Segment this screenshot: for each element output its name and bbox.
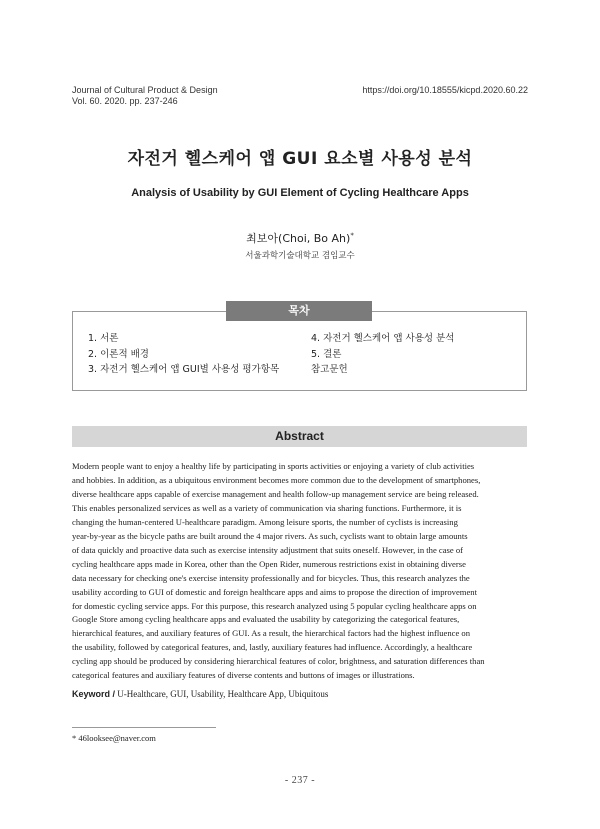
abstract-line: categorical features and auxiliary features of diverse contents and buttons of images or illustrations. <box>72 670 415 681</box>
keyword-text: U-Healthcare, GUI, Usability, Healthcare App, Ubiquitous <box>115 689 329 699</box>
abstract-line: cycling app should be produced by considering hierarchical features of color, brightness, and saturation differences than <box>72 656 485 667</box>
title-english: Analysis of Usability by GUI Element of Cycling Healthcare Apps <box>131 187 469 199</box>
footnote-divider <box>72 727 216 728</box>
toc-item: 참고문헌 <box>311 364 348 375</box>
keyword-line <box>72 689 528 699</box>
abstract-line: and hobbies. In addition, as a ubiquitous environment becomes more common due to the development of smartphones, <box>72 474 481 485</box>
journal-info <box>72 85 218 107</box>
keyword-label: Keyword / <box>72 689 116 699</box>
toc-left-column <box>88 331 279 378</box>
abstract-line: usability according to GUI of domestic and foreign healthcare apps and aims to propose the direction of improvement <box>72 586 477 597</box>
abstract-line: the usability, followed by categorical features, and, lastly, auxiliary features had influence. Accordingly, a healthcare <box>72 642 473 653</box>
toc-item: 4. 자전거 헬스케어 앱 사용성 분석 <box>311 333 455 344</box>
abstract-line: cycling healthcare apps made in Korea, other than the Open Rider, numerous restrictions exist in obtaining diverse <box>72 558 466 569</box>
abstract-line: of data quickly and proactive data such as exercise intensity adjustment that suits oneself. However, in the case of <box>72 544 464 555</box>
author-mark: * <box>350 231 354 240</box>
abstract-body <box>72 460 528 683</box>
toc-right-column <box>311 331 454 378</box>
journal-name: Journal of Cultural Product & Design <box>72 85 218 95</box>
abstract-line: changing the human-centered U-healthcare paradigm. Among leisure sports, the number of cyclists is increasing <box>72 516 458 527</box>
abstract-line: Google Store among cycling healthcare apps and evaluated the usability by categorizing the categorical features, <box>72 614 460 625</box>
author-name: 최보아(Choi, Bo Ah) <box>246 232 351 245</box>
abstract-line: hierarchical features, and auxiliary features of GUI. As a result, the hierarchical factors had the highest influence on <box>72 628 471 639</box>
doi-link[interactable]: https://doi.org/10.18555/kicpd.2020.60.22 <box>362 85 528 95</box>
toc-item: 5. 결론 <box>311 348 342 360</box>
toc-item: 1. 서론 <box>88 333 119 344</box>
page-number: - 237 - <box>284 775 316 786</box>
footnote-email: * 46looksee@naver.com <box>72 733 156 743</box>
toc-item: 2. 이론적 배경 <box>88 348 149 360</box>
toc-item: 3. 자전거 헬스케어 앱 GUI별 사용성 평가항목 <box>88 364 280 375</box>
abstract-heading: Abstract <box>72 426 527 447</box>
toc-heading: 목차 <box>226 301 372 321</box>
abstract-line: for domestic cycling service apps. For this purpose, this research analyzed using 5 popular cycling healthcare apps on <box>72 600 477 611</box>
author-line <box>0 230 600 246</box>
abstract-line: year-by-year as the bicycle paths are built around the 4 major rivers. As such, cyclists want to obtain large amounts <box>72 530 468 541</box>
abstract-line: diverse healthcare apps capable of exercise management and health follow-up management service are being released. <box>72 488 479 499</box>
title-korean: 자전거 헬스케어 앱 GUI 요소별 사용성 분석 <box>127 149 473 169</box>
abstract-line: data necessary for checking one's exercise intensity professionally and for bicycles. Thus, this research analyzes the <box>72 572 470 583</box>
abstract-line: This enables personalized services as well as a variety of communication via sharing functions. Furthermore, it is <box>72 502 462 513</box>
volume-info: Vol. 60. 2020. pp. 237-246 <box>72 96 178 106</box>
author-affiliation: 서울과학기술대학교 겸임교수 <box>245 251 355 261</box>
abstract-line: Modern people want to enjoy a healthy life by participating in sports activities or enjoying a variety of club activities <box>72 461 475 471</box>
